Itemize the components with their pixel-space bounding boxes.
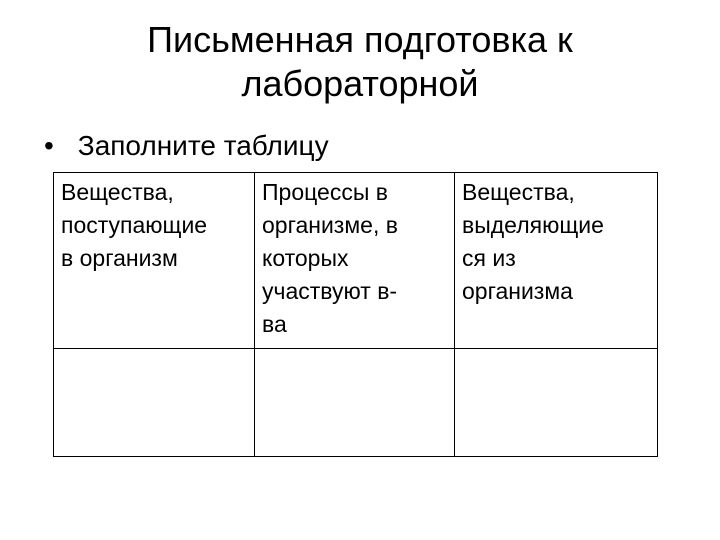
worksheet-table <box>53 172 658 457</box>
header-cell-substances-in <box>54 173 255 349</box>
title-line-1: Письменная подготовка к <box>147 19 573 60</box>
header-text: организма <box>462 278 573 304</box>
table-row <box>54 349 658 457</box>
header-text: организме, в <box>262 212 398 238</box>
header-text: которых <box>262 245 349 271</box>
header-cell-substances-out <box>455 173 658 349</box>
header-text: ва <box>262 311 287 337</box>
table-cell-empty[interactable] <box>255 349 455 457</box>
header-text: выделяющие <box>462 212 604 238</box>
table-cell-empty[interactable] <box>455 349 658 457</box>
slide-title <box>0 18 720 106</box>
header-text: Процессы в <box>262 179 388 205</box>
header-text: Вещества, <box>462 179 575 205</box>
header-text: в организм <box>61 245 178 271</box>
header-text: Вещества, <box>61 179 174 205</box>
table-cell-empty[interactable] <box>54 349 255 457</box>
table-header-row <box>54 173 658 349</box>
title-line-2: лабораторной <box>241 63 479 104</box>
instruction-text: Заполните таблицу <box>77 130 329 161</box>
bullet-icon: • <box>44 130 54 161</box>
instruction-bullet <box>44 128 329 164</box>
header-text: поступающие <box>61 212 208 238</box>
header-cell-processes <box>255 173 455 349</box>
header-text: ся из <box>462 245 516 271</box>
header-text: участвуют в- <box>262 278 398 304</box>
